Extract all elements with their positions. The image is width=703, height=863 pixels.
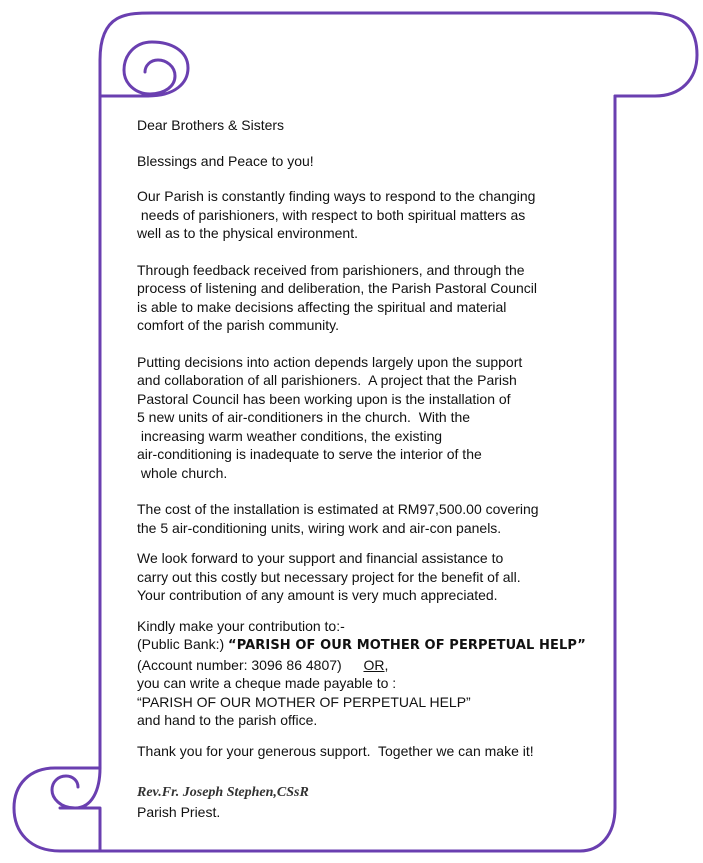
letter-body [137,116,607,821]
paragraph-1 [137,187,607,243]
paragraph-line: We look forward to your support and financial assistance to [137,550,504,566]
paragraph-line: Your contribution of any amount is very much appreciated. [137,587,498,603]
paragraph-line: 5 new units of air-conditioners in the church. With the [137,409,471,425]
paragraph-3 [137,353,607,483]
paragraph-line: needs of parishioners, with respect to both spiritual matters as [137,206,526,223]
account-line [137,656,607,675]
paragraph-line: carry out this costly but necessary project for the benefit of all. [137,568,521,585]
bank-prefix: (Public Bank:) [137,636,229,652]
paragraph-line: is able to make decisions affecting the spiritual and material [137,298,507,315]
paragraph-line: and collaboration of all parishioners. A project that the Parish [137,372,517,388]
closing-line: Thank you for your generous support. Together we can make it! [137,742,534,759]
signature: Rev.Fr. Joseph Stephen,CSsR [137,785,309,800]
paragraph-line: Putting decisions into action depends largely upon the support [137,353,523,370]
top-scroll-roll [100,13,697,96]
cheque-line: you can write a cheque made payable to : [137,675,397,691]
paragraph-4 [137,500,607,537]
greeting: Blessings and Peace to you! [137,152,314,169]
signatory-title: Parish Priest. [137,803,221,820]
paragraph-line: increasing warm weather conditions, the existing [137,427,443,444]
paragraph-line: Through feedback received from parishioners, and through the [137,261,525,278]
bank-account-name: “PARISH OF OUR MOTHER OF PERPETUAL HELP” [228,638,586,653]
contribution-intro: Kindly make your contribution to:- [137,617,345,634]
paragraph-2 [137,261,607,335]
paragraph-line: comfort of the parish community. [137,317,340,333]
salutation: Dear Brothers & Sisters [137,117,285,133]
paragraph-line: the 5 air-conditioning units, wiring work and air-con panels. [137,519,502,536]
hand-in-line: and hand to the parish office. [137,712,318,728]
paragraph-line: The cost of the installation is estimated at RM97,500.00 covering [137,501,539,517]
paragraph-5 [137,549,607,605]
bank-line [137,635,607,656]
contribution-details [137,617,607,730]
bottom-scroll-curl [52,768,100,851]
paragraph-line: whole church. [137,464,228,481]
paragraph-line: well as to the physical environment. [137,225,358,241]
paragraph-line: process of listening and deliberation, the Parish Pastoral Council [137,280,538,296]
cheque-payee: “PARISH OF OUR MOTHER OF PERPETUAL HELP” [137,693,471,710]
paragraph-line: air-conditioning is inadequate to serve the interior of the [137,446,482,462]
or-label: OR, [363,656,389,673]
account-number: (Account number: 3096 86 4807) [137,656,342,673]
paragraph-line: Pastoral Council has been working upon is the installation of [137,390,511,407]
top-scroll-curl [100,42,188,96]
paragraph-line: Our Parish is constantly finding ways to respond to the changing [137,188,536,204]
